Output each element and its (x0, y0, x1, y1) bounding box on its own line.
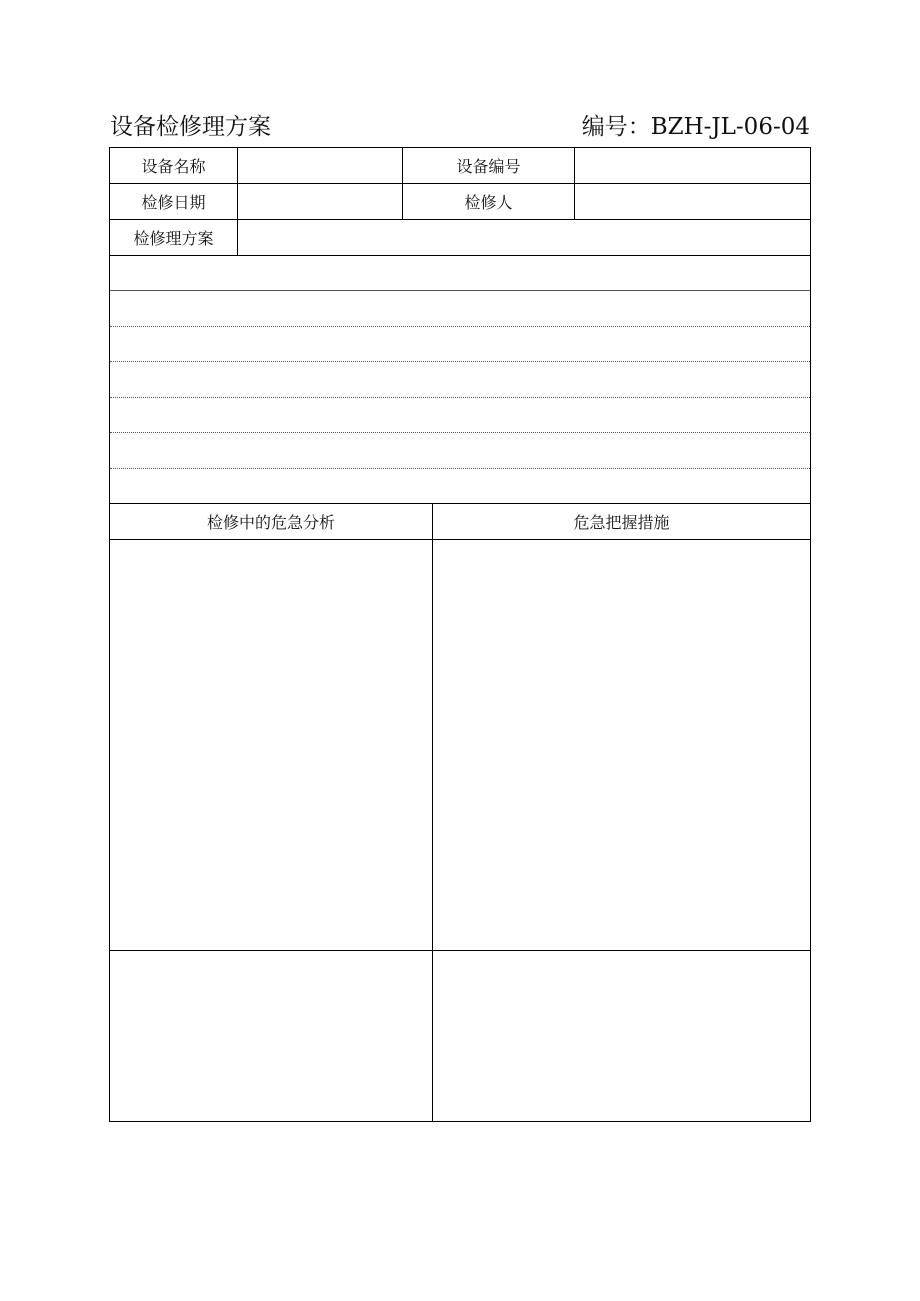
plan-field[interactable] (238, 220, 810, 255)
hazard-analysis-cell[interactable] (110, 540, 433, 950)
date-label: 检修日期 (110, 184, 238, 219)
inspector-label: 检修人 (403, 184, 575, 219)
equipment-no-field[interactable] (575, 148, 810, 183)
hazard-analysis-cell[interactable] (110, 951, 433, 1121)
equipment-name-field[interactable] (238, 148, 403, 183)
equipment-no-label: 设备编号 (403, 148, 575, 183)
document-code: 编号：BZH-JL-06-04 (581, 114, 810, 140)
inspector-field[interactable] (575, 184, 810, 219)
plan-line[interactable] (110, 398, 810, 433)
row-equipment (110, 148, 810, 184)
plan-line[interactable] (110, 327, 810, 362)
date-field[interactable] (238, 184, 403, 219)
document-title: 设备检修理方案 (110, 114, 271, 140)
hazard-analysis-header: 检修中的危急分析 (110, 504, 433, 539)
plan-line[interactable] (110, 469, 810, 504)
control-measures-cell[interactable] (433, 951, 810, 1121)
row-plan (110, 220, 810, 256)
plan-label: 检修理方案 (110, 220, 238, 255)
control-measures-header: 危急把握措施 (573, 513, 670, 532)
row-date (110, 184, 810, 220)
plan-line[interactable] (110, 291, 810, 327)
plan-line[interactable] (110, 362, 810, 398)
row-hazard-2 (110, 951, 810, 1121)
row-hazard-1 (110, 540, 810, 951)
plan-line[interactable] (110, 256, 810, 291)
row-hazard-header (110, 504, 810, 540)
maintenance-form-table (109, 147, 811, 1122)
equipment-name-label: 设备名称 (110, 148, 238, 183)
control-measures-cell[interactable] (433, 540, 810, 950)
plan-line[interactable] (110, 433, 810, 469)
